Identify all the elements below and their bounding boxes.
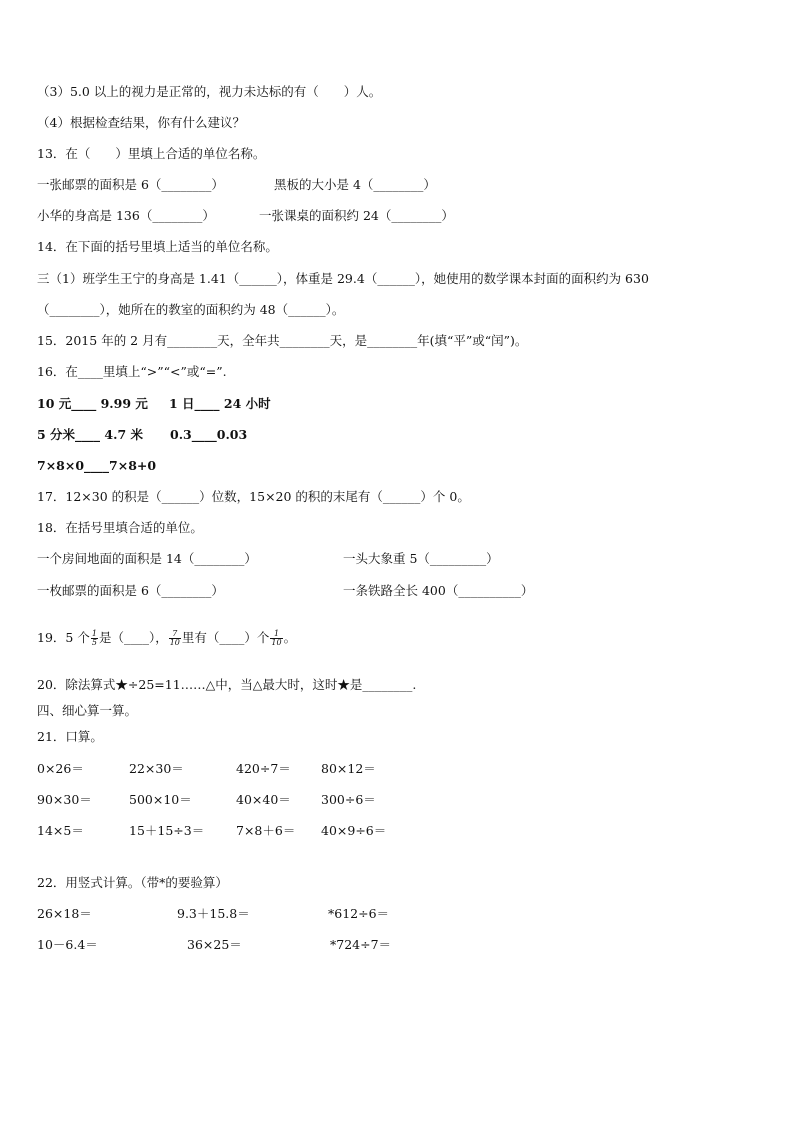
- q22-r1-c1: 26×18＝: [37, 906, 92, 921]
- q15-text: 15．2015 年的 2 月有________天，全年共________天，是________年(填“平”或“闰”)。: [37, 333, 528, 348]
- q19-part1: 19．5 个: [37, 630, 90, 645]
- fraction-seven-tenths: [169, 630, 181, 647]
- fraction-denominator: 10: [169, 638, 180, 647]
- q22-title: 22．用竖式计算。（带*的要验算）: [37, 875, 228, 890]
- q21-r1-c3: 420÷7＝: [236, 761, 291, 776]
- q18-item-c: 一枚邮票的面积是 6（________）: [37, 583, 224, 598]
- section-four-heading: 四、细心算一算。: [37, 703, 138, 718]
- q21-r2-c4: 300÷6＝: [321, 792, 376, 807]
- q12-part4: （4）根据检查结果，你有什么建议？: [37, 115, 245, 130]
- q14-line2: （________），她所在的教室的面积约为 48（______）。: [37, 302, 345, 317]
- q13-title: 13．在（ ）里填上合适的单位名称。: [37, 146, 266, 161]
- q16-item-a: 10 元____ 9.99 元: [37, 396, 148, 411]
- q13-item-b: 黑板的大小是 4（________）: [274, 177, 436, 192]
- q21-title: 21．口算。: [37, 729, 103, 744]
- q21-r3-c4: 40×9÷6＝: [321, 823, 387, 838]
- q18-title: 18．在括号里填合适的单位。: [37, 520, 203, 535]
- q14-title: 14．在下面的括号里填上适当的单位名称。: [37, 239, 278, 254]
- fraction-denominator: 5: [91, 638, 97, 647]
- q13-item-a: 一张邮票的面积是 6（________）: [37, 177, 224, 192]
- q21-r1-c4: 80×12＝: [321, 761, 376, 776]
- q21-r2-c1: 90×30＝: [37, 792, 92, 807]
- q21-r1-c1: 0×26＝: [37, 761, 84, 776]
- q22-r2-c1: 10－6.4＝: [37, 937, 98, 952]
- q18-item-b: 一头大象重 5（_________）: [343, 551, 499, 566]
- q19-part2: 是（____），: [98, 630, 168, 645]
- q16-item-e: 7×8×0____7×8+0: [37, 458, 157, 473]
- q16-title: 16．在____里填上“>”“<”或“=”.: [37, 364, 227, 379]
- q22-r2-c2: 36×25＝: [187, 937, 242, 952]
- q22-r1-c3: *612÷6＝: [328, 906, 390, 921]
- fraction-one-tenth: [270, 630, 282, 647]
- fraction-numerator: 7: [169, 630, 181, 639]
- q21-r3-c2: 15＋15÷3＝: [129, 823, 205, 838]
- q21-r3-c1: 14×5＝: [37, 823, 84, 838]
- q21-r3-c3: 7×8＋6＝: [236, 823, 296, 838]
- q16-item-b: 1 日____ 24 小时: [169, 396, 271, 411]
- q13-item-d: 一张课桌的面积约 24（________）: [259, 208, 454, 223]
- q16-item-d: 0.3____0.03: [170, 427, 248, 442]
- q19-text: [37, 628, 296, 648]
- fraction-denominator: 10: [271, 638, 282, 647]
- q19-part4: 。: [283, 630, 297, 645]
- q16-item-c: 5 分米____ 4.7 米: [37, 427, 143, 442]
- q17-text: 17．12×30 的积是（______）位数，15×20 的积的末尾有（______）个 0。: [37, 489, 470, 504]
- q22-r1-c2: 9.3＋15.8＝: [177, 906, 250, 921]
- fraction-one-fifth: [91, 630, 98, 647]
- fraction-numerator: 1: [91, 629, 97, 638]
- q21-r1-c2: 22×30＝: [129, 761, 184, 776]
- q14-line1: 三（1）班学生王宁的身高是 1.41（______），体重是 29.4（______），她使用的数学课本封面的面积约为 630: [37, 271, 649, 286]
- q18-item-d: 一条铁路全长 400（__________）: [343, 583, 534, 598]
- q21-r2-c2: 500×10＝: [129, 792, 192, 807]
- q13-item-c: 小华的身高是 136（________）: [37, 208, 215, 223]
- q12-part3: （3）5.0 以上的视力是正常的，视力未达标的有（ ）人。: [37, 84, 382, 99]
- fraction-numerator: 1: [270, 630, 282, 639]
- q21-r2-c3: 40×40＝: [236, 792, 291, 807]
- q22-r2-c3: *724÷7＝: [330, 937, 392, 952]
- q19-part3: 里有（____）个: [181, 630, 270, 645]
- q20-text: 20．除法算式★÷25=11……△中，当△最大时，这时★是________.: [37, 677, 417, 692]
- q18-item-a: 一个房间地面的面积是 14（________）: [37, 551, 257, 566]
